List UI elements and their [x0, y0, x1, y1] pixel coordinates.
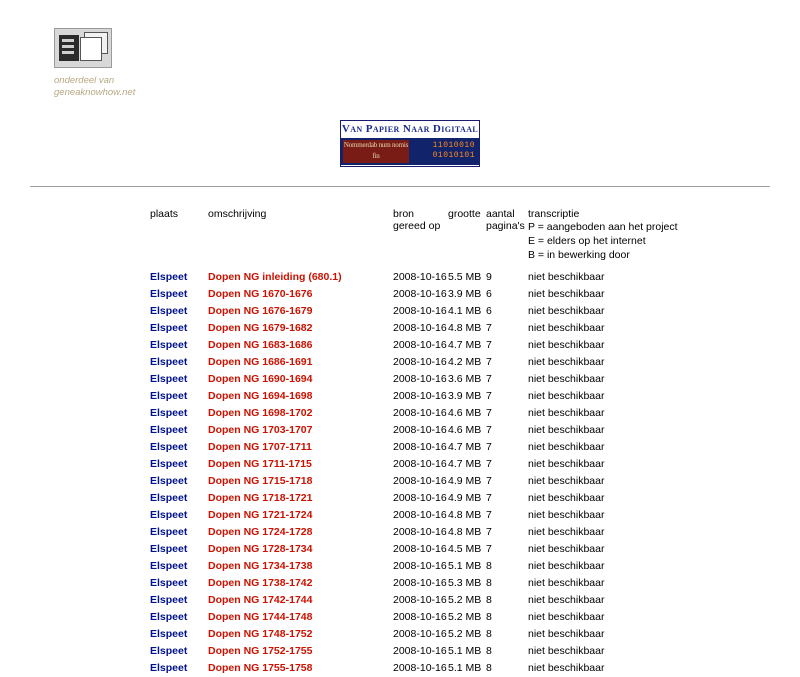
- cell-grootte: 5.1 MB: [448, 644, 482, 657]
- cell-plaats: Elspeet: [150, 389, 188, 402]
- cell-transcriptie: niet beschikbaar: [528, 406, 605, 419]
- cell-grootte: 5.2 MB: [448, 593, 482, 606]
- transcriptie-legend: [528, 220, 678, 263]
- cell-bron: 2008-10-16: [393, 508, 447, 521]
- table-row: [150, 286, 678, 303]
- cell-omschrijving[interactable]: Dopen NG 1703-1707: [208, 423, 313, 436]
- cell-omschrijving[interactable]: Dopen NG 1742-1744: [208, 593, 313, 606]
- cell-grootte: 4.7 MB: [448, 440, 482, 453]
- cell-omschrijving[interactable]: Dopen NG 1683-1686: [208, 338, 313, 351]
- cell-bron: 2008-10-16: [393, 270, 447, 283]
- table-row: [150, 524, 678, 541]
- cell-bron: 2008-10-16: [393, 627, 447, 640]
- table-row: [150, 269, 678, 286]
- cell-transcriptie: niet beschikbaar: [528, 593, 605, 606]
- cell-plaats: Elspeet: [150, 610, 188, 623]
- cell-plaats: Elspeet: [150, 423, 188, 436]
- cell-transcriptie: niet beschikbaar: [528, 559, 605, 572]
- cell-plaats: Elspeet: [150, 627, 188, 640]
- cell-transcriptie: niet beschikbaar: [528, 321, 605, 334]
- table-row: [150, 456, 678, 473]
- cell-omschrijving[interactable]: Dopen NG 1711-1715: [208, 457, 312, 470]
- cell-plaats: Elspeet: [150, 542, 188, 555]
- cell-transcriptie: niet beschikbaar: [528, 270, 605, 283]
- cell-grootte: 4.5 MB: [448, 542, 482, 555]
- cell-paginas: 8: [486, 627, 492, 640]
- header-plaats: plaats: [150, 208, 179, 220]
- cell-plaats: Elspeet: [150, 338, 188, 351]
- table-row: [150, 609, 678, 626]
- logo-caption-line2: geneaknowhow.net: [54, 86, 136, 98]
- cell-bron: 2008-10-16: [393, 304, 447, 317]
- cell-transcriptie: niet beschikbaar: [528, 661, 605, 674]
- cell-paginas: 8: [486, 610, 492, 623]
- cell-plaats: Elspeet: [150, 491, 188, 504]
- cell-transcriptie: niet beschikbaar: [528, 542, 605, 555]
- banner-bits-line2: 01010101: [432, 151, 475, 160]
- cell-plaats: Elspeet: [150, 508, 188, 521]
- banner-title: Van Papier Naar Digitaal: [341, 121, 479, 138]
- cell-transcriptie: niet beschikbaar: [528, 508, 605, 521]
- cell-paginas: 7: [486, 491, 492, 504]
- cell-bron: 2008-10-16: [393, 406, 447, 419]
- cell-paginas: 8: [486, 576, 492, 589]
- table-header-row: [150, 208, 678, 269]
- table-row: [150, 660, 678, 677]
- cell-paginas: 7: [486, 338, 492, 351]
- cell-paginas: 7: [486, 508, 492, 521]
- cell-paginas: 7: [486, 474, 492, 487]
- cell-bron: 2008-10-16: [393, 542, 447, 555]
- cell-grootte: 5.2 MB: [448, 627, 482, 640]
- cell-grootte: 5.5 MB: [448, 270, 482, 283]
- cell-grootte: 5.1 MB: [448, 661, 482, 674]
- cell-plaats: Elspeet: [150, 372, 188, 385]
- cell-transcriptie: niet beschikbaar: [528, 440, 605, 453]
- cell-grootte: 5.2 MB: [448, 610, 482, 623]
- cell-paginas: 8: [486, 559, 492, 572]
- cell-grootte: 4.9 MB: [448, 491, 482, 504]
- cell-transcriptie: niet beschikbaar: [528, 474, 605, 487]
- table-row: [150, 558, 678, 575]
- cell-paginas: 6: [486, 287, 492, 300]
- banner-old-script: Nommerdab num nomis fin: [343, 140, 409, 163]
- legend-p: P = aangeboden aan het project: [528, 221, 678, 233]
- cell-bron: 2008-10-16: [393, 389, 447, 402]
- cell-grootte: 4.6 MB: [448, 406, 482, 419]
- book-scanner-icon: [54, 28, 112, 68]
- cell-bron: 2008-10-16: [393, 321, 447, 334]
- cell-grootte: 4.2 MB: [448, 355, 482, 368]
- cell-bron: 2008-10-16: [393, 474, 447, 487]
- logo-caption-line1: onderdeel van: [54, 75, 115, 86]
- table-row: [150, 388, 678, 405]
- table-row: [150, 575, 678, 592]
- cell-bron: 2008-10-16: [393, 287, 447, 300]
- header-bron: [393, 208, 448, 269]
- table-row: [150, 643, 678, 660]
- header-transcriptie-label: transcriptie: [528, 208, 580, 220]
- cell-grootte: 5.1 MB: [448, 559, 482, 572]
- cell-grootte: 4.8 MB: [448, 508, 482, 521]
- table-body: [150, 269, 678, 677]
- cell-omschrijving[interactable]: Dopen NG 1724-1728: [208, 525, 313, 538]
- cell-bron: 2008-10-16: [393, 355, 447, 368]
- cell-plaats: Elspeet: [150, 457, 188, 470]
- cell-grootte: 4.6 MB: [448, 423, 482, 436]
- table-row: [150, 507, 678, 524]
- site-logo-block[interactable]: [54, 28, 174, 99]
- cell-grootte: 5.3 MB: [448, 576, 482, 589]
- header-paginas-line2: pagina's: [486, 220, 525, 232]
- cell-plaats: Elspeet: [150, 576, 188, 589]
- scans-table-wrapper: [150, 208, 790, 677]
- cell-plaats: Elspeet: [150, 406, 188, 419]
- cell-omschrijving[interactable]: Dopen NG 1676-1679: [208, 304, 313, 317]
- cell-transcriptie: niet beschikbaar: [528, 304, 605, 317]
- logo-screen-front: [80, 37, 102, 61]
- cell-plaats: Elspeet: [150, 287, 188, 300]
- cell-transcriptie: niet beschikbaar: [528, 576, 605, 589]
- header-transcriptie: [528, 208, 678, 269]
- cell-plaats: Elspeet: [150, 559, 188, 572]
- horizontal-divider: [30, 186, 770, 187]
- cell-bron: 2008-10-16: [393, 593, 447, 606]
- cell-omschrijving[interactable]: Dopen NG 1718-1721: [208, 491, 313, 504]
- table-row: [150, 371, 678, 388]
- cell-grootte: 3.6 MB: [448, 372, 482, 385]
- cell-bron: 2008-10-16: [393, 372, 447, 385]
- logo-caption: [54, 75, 174, 99]
- cell-omschrijving[interactable]: Dopen NG 1707-1711: [208, 440, 312, 453]
- cell-omschrijving[interactable]: Dopen NG 1721-1724: [208, 508, 313, 521]
- cell-bron: 2008-10-16: [393, 440, 447, 453]
- cell-omschrijving[interactable]: Dopen NG inleiding (680.1): [208, 270, 342, 283]
- cell-omschrijving[interactable]: Dopen NG 1715-1718: [208, 474, 313, 487]
- cell-paginas: 7: [486, 355, 492, 368]
- cell-bron: 2008-10-16: [393, 661, 447, 674]
- cell-plaats: Elspeet: [150, 474, 188, 487]
- table-row: [150, 422, 678, 439]
- banner-graphic: [341, 138, 479, 165]
- header-omschrijving: omschrijving: [208, 208, 267, 220]
- cell-grootte: 3.9 MB: [448, 389, 482, 402]
- cell-bron: 2008-10-16: [393, 525, 447, 538]
- cell-grootte: 4.7 MB: [448, 457, 482, 470]
- cell-paginas: 7: [486, 321, 492, 334]
- table-row: [150, 626, 678, 643]
- cell-plaats: Elspeet: [150, 321, 188, 334]
- header-paginas-line1: aantal: [486, 208, 515, 220]
- cell-plaats: Elspeet: [150, 644, 188, 657]
- table-head: [150, 208, 678, 269]
- cell-bron: 2008-10-16: [393, 423, 447, 436]
- cell-grootte: 4.8 MB: [448, 525, 482, 538]
- cell-omschrijving[interactable]: Dopen NG 1694-1698: [208, 389, 313, 402]
- cell-paginas: 7: [486, 525, 492, 538]
- cell-plaats: Elspeet: [150, 440, 188, 453]
- cell-transcriptie: niet beschikbaar: [528, 389, 605, 402]
- cell-bron: 2008-10-16: [393, 576, 447, 589]
- cell-grootte: 3.9 MB: [448, 287, 482, 300]
- cell-omschrijving[interactable]: Dopen NG 1679-1682: [208, 321, 313, 334]
- cell-grootte: 4.1 MB: [448, 304, 482, 317]
- cell-omschrijving[interactable]: Dopen NG 1690-1694: [208, 372, 313, 385]
- cell-grootte: 4.9 MB: [448, 474, 482, 487]
- table-row: [150, 320, 678, 337]
- cell-grootte: 4.8 MB: [448, 321, 482, 334]
- cell-plaats: Elspeet: [150, 525, 188, 538]
- scans-table: [150, 208, 678, 677]
- project-banner[interactable]: [340, 120, 480, 167]
- table-row: [150, 473, 678, 490]
- cell-transcriptie: niet beschikbaar: [528, 457, 605, 470]
- cell-transcriptie: niet beschikbaar: [528, 627, 605, 640]
- cell-plaats: Elspeet: [150, 355, 188, 368]
- cell-bron: 2008-10-16: [393, 610, 447, 623]
- cell-paginas: 7: [486, 389, 492, 402]
- cell-paginas: 7: [486, 372, 492, 385]
- cell-omschrijving[interactable]: Dopen NG 1670-1676: [208, 287, 313, 300]
- cell-plaats: Elspeet: [150, 593, 188, 606]
- table-row: [150, 490, 678, 507]
- cell-transcriptie: niet beschikbaar: [528, 338, 605, 351]
- cell-paginas: 8: [486, 593, 492, 606]
- table-row: [150, 439, 678, 456]
- cell-bron: 2008-10-16: [393, 338, 447, 351]
- cell-transcriptie: niet beschikbaar: [528, 355, 605, 368]
- cell-bron: 2008-10-16: [393, 457, 447, 470]
- header-bron-line2: gereed op: [393, 220, 441, 232]
- cell-transcriptie: niet beschikbaar: [528, 372, 605, 385]
- cell-omschrijving[interactable]: Dopen NG 1698-1702: [208, 406, 313, 419]
- logo-book: [59, 35, 79, 61]
- cell-paginas: 8: [486, 661, 492, 674]
- banner-bits-line1: 11010010: [432, 141, 475, 150]
- cell-plaats: Elspeet: [150, 304, 188, 317]
- cell-omschrijving[interactable]: Dopen NG 1734-1738: [208, 559, 313, 572]
- cell-paginas: 7: [486, 406, 492, 419]
- cell-transcriptie: niet beschikbaar: [528, 525, 605, 538]
- cell-plaats: Elspeet: [150, 270, 188, 283]
- cell-paginas: 7: [486, 457, 492, 470]
- cell-omschrijving[interactable]: Dopen NG 1755-1758: [208, 661, 313, 674]
- cell-grootte: 4.7 MB: [448, 338, 482, 351]
- legend-b: B = in bewerking door: [528, 249, 630, 262]
- cell-paginas: 7: [486, 423, 492, 436]
- cell-paginas: 7: [486, 542, 492, 555]
- cell-omschrijving[interactable]: Dopen NG 1738-1742: [208, 576, 313, 589]
- cell-transcriptie: niet beschikbaar: [528, 287, 605, 300]
- cell-bron: 2008-10-16: [393, 644, 447, 657]
- cell-transcriptie: niet beschikbaar: [528, 644, 605, 657]
- cell-paginas: 8: [486, 644, 492, 657]
- cell-omschrijving[interactable]: Dopen NG 1748-1752: [208, 627, 313, 640]
- table-row: [150, 405, 678, 422]
- cell-omschrijving[interactable]: Dopen NG 1752-1755: [208, 644, 313, 657]
- header-grootte: grootte: [448, 208, 481, 220]
- header-bron-line1: bron: [393, 208, 415, 220]
- cell-transcriptie: niet beschikbaar: [528, 423, 605, 436]
- cell-bron: 2008-10-16: [393, 491, 447, 504]
- cell-bron: 2008-10-16: [393, 559, 447, 572]
- cell-omschrijving[interactable]: Dopen NG 1728-1734: [208, 542, 313, 555]
- cell-plaats: Elspeet: [150, 661, 188, 674]
- cell-paginas: 6: [486, 304, 492, 317]
- cell-transcriptie: niet beschikbaar: [528, 610, 605, 623]
- cell-transcriptie: niet beschikbaar: [528, 491, 605, 504]
- banner-binary-digits: [433, 141, 475, 161]
- header-paginas: [486, 208, 528, 269]
- table-row: [150, 303, 678, 320]
- cell-omschrijving[interactable]: Dopen NG 1744-1748: [208, 610, 313, 623]
- cell-paginas: 9: [486, 270, 492, 283]
- table-row: [150, 541, 678, 558]
- table-row: [150, 354, 678, 371]
- cell-omschrijving[interactable]: Dopen NG 1686-1691: [208, 355, 313, 368]
- table-row: [150, 337, 678, 354]
- table-row: [150, 592, 678, 609]
- cell-paginas: 7: [486, 440, 492, 453]
- legend-e: E = elders op het internet: [528, 235, 646, 248]
